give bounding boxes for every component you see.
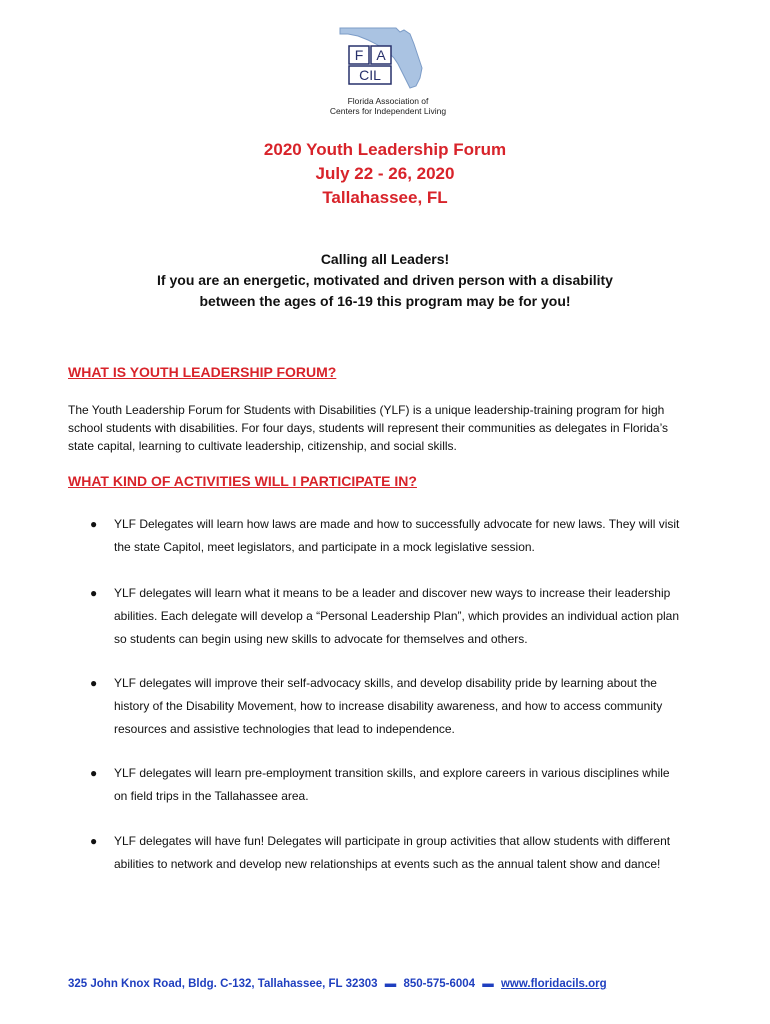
section-heading-activities-qmark: ? (408, 473, 417, 489)
bullet-icon: ● (90, 517, 98, 531)
logo-caption-line2: Centers for Independent Living (329, 106, 447, 116)
logo-caption-line1: Florida Association of (347, 96, 429, 106)
event-title: 2020 Youth Leadership Forum (263, 140, 507, 159)
footer-contact (68, 978, 708, 990)
section-heading-activities (68, 473, 417, 489)
logo-letter-f: F (354, 47, 364, 63)
logo-letters-cil: CIL (359, 67, 381, 83)
section-heading-what-is: WHAT IS YOUTH LEADERSHIP FORUM? (68, 364, 337, 380)
bullet-icon: ● (90, 586, 98, 600)
event-dates: July 22 - 26, 2020 (315, 164, 455, 183)
section-heading-activities-text: WHAT KIND OF ACTIVITIES WILL I PARTICIPATE IN (68, 473, 409, 489)
logo-caption (318, 96, 458, 116)
intro-line: state capital, learning to cultivate leadership, citizenship, and social skills. (68, 439, 457, 453)
calling-line3: between the ages of 16-19 this program may be for you! (199, 293, 571, 309)
list-item-line: YLF delegates will improve their self-advocacy skills, and develop disability pride by learning about the (114, 676, 657, 690)
intro-line: school students with disabilities. For four days, students will represent their communities as delegates in Florida’s (68, 421, 669, 435)
calling-line2: If you are an energetic, motivated and driven person with a disability (157, 272, 613, 288)
bullet-icon: ● (90, 676, 98, 690)
list-item-line: history of the Disability Movement, how to increase disability awareness, and how to access community (114, 699, 663, 713)
intro-paragraph (68, 401, 708, 455)
logo-letter-a: A (376, 47, 386, 63)
footer-website-link[interactable]: www.floridacils.org (500, 978, 607, 990)
list-item-line: abilities to network and develop new relationships at events such as the annual talent show and dance! (114, 857, 661, 871)
separator-dash-icon: ▬ (482, 978, 494, 990)
separator-dash-icon: ▬ (384, 978, 397, 990)
list-item-line: YLF delegates will learn what it means to be a leader and discover new ways to increase their leadership (114, 586, 671, 600)
list-item-line: YLF delegates will have fun! Delegates will participate in group activities that allow students with different (114, 834, 671, 848)
footer-address: 325 John Knox Road, Bldg. C-132, Tallahassee, FL 32303 (68, 978, 378, 990)
list-item-line: so students can begin using new skills to advocate for themselves and others. (114, 632, 528, 646)
event-header (0, 138, 770, 210)
florida-map-icon (318, 22, 458, 98)
calling-message (0, 249, 770, 312)
footer-phone: 850-575-6004 (403, 978, 476, 990)
list-item-line: the state Capitol, meet legislators, and participate in a mock legislative session. (114, 540, 535, 554)
event-location: Tallahassee, FL (322, 188, 448, 207)
list-item-line: resources and assistive technologies that lead to independence. (114, 722, 455, 736)
bullet-icon: ● (90, 834, 98, 848)
list-item-line: abilities. Each delegate will develop a “Personal Leadership Plan”, which provides an individual action plan (114, 609, 680, 623)
list-item-line: YLF delegates will learn pre-employment transition skills, and explore careers in various disciplines while (114, 766, 670, 780)
intro-line: The Youth Leadership Forum for Students with Disabilities (YLF) is a unique leadership-training program for high (68, 403, 665, 417)
list-item-line: YLF Delegates will learn how laws are made and how to successfully advocate for new laws. They will visit (114, 517, 680, 531)
bullet-icon: ● (90, 766, 98, 780)
list-item-line: on field trips in the Tallahassee area. (114, 789, 309, 803)
calling-line1: Calling all Leaders! (320, 251, 450, 267)
facil-logo (318, 22, 458, 118)
